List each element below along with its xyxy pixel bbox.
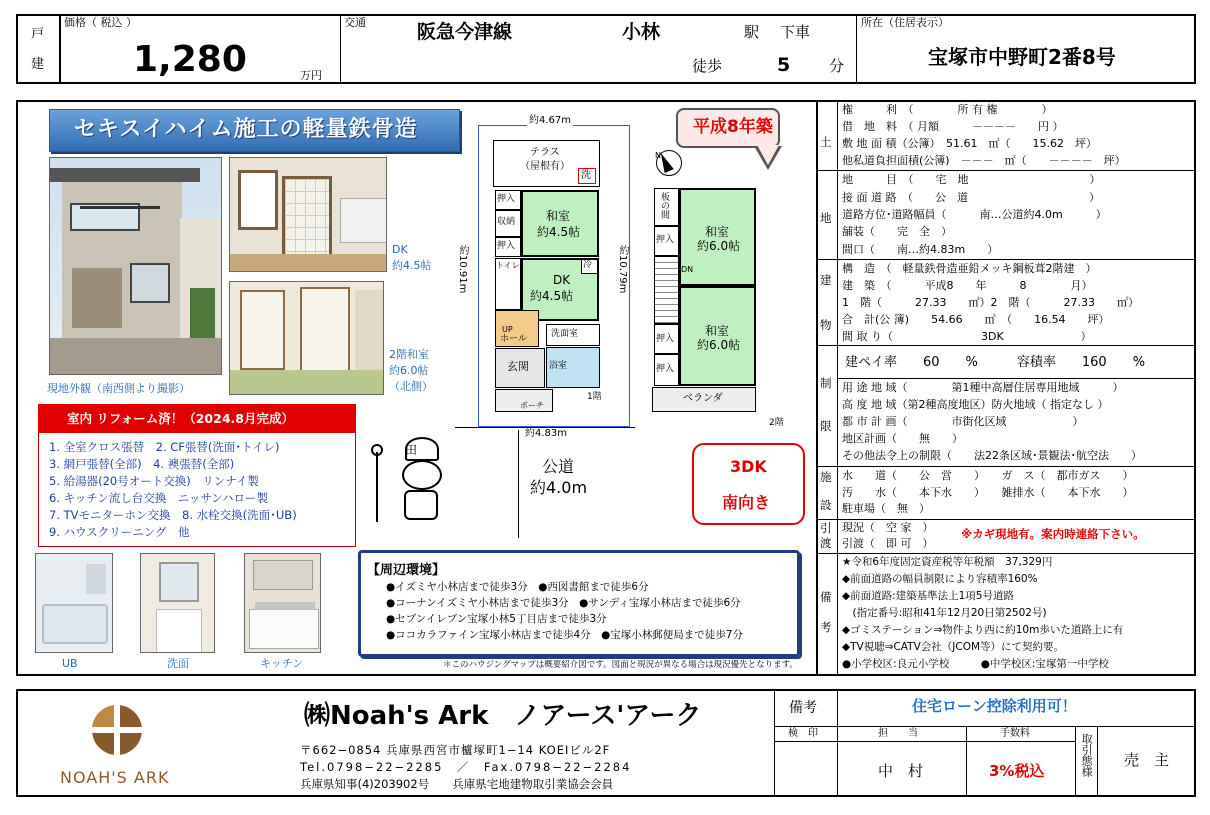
divider <box>817 466 1195 467</box>
oshiire-label: 押入 <box>497 241 516 251</box>
alight-label: 下車 <box>780 23 811 41</box>
handover-row: 現況（ 空 家 ） <box>842 521 934 534</box>
disclaimer-note: ＊このハウジングマップは概要紹介図です。図面と現況が異なる場合は現況優先となります。 <box>443 660 798 670</box>
trade-type: 売 主 <box>1124 751 1170 769</box>
trade-label: 取引態様 <box>1080 733 1094 777</box>
restriction-row: 高 度 地 域（第2種高度地区）防火地域（ 指定なし ） <box>842 398 1109 411</box>
restriction-row: 都 市 計 画（ 市街化区域 ） <box>842 415 1084 428</box>
built-badge-text: 平成8年築 <box>693 117 773 137</box>
land-row: 道路方位･道路幅員（ 南…公道約4.0m ） <box>842 208 1107 221</box>
oshiire-label: 押入 <box>656 334 675 344</box>
surroundings-line: ●イズミヤ小林店まで徒歩3分 ●西図書館まで徒歩6分 <box>386 581 649 593</box>
terrace-roof-label: （屋根有） <box>520 161 570 172</box>
layout-badge <box>692 443 805 525</box>
staff-name: 中 村 <box>878 762 924 780</box>
price-value: 1,280 <box>133 39 247 80</box>
facility-row: 汚 水（ 本下水 ） 雑排水（ 本下水 ） <box>842 486 1134 499</box>
floor2-label: 2階 <box>769 418 784 428</box>
price-unit: 万円 <box>300 69 322 82</box>
porch-label: ポーチ <box>520 401 544 410</box>
road-label: 公道 <box>542 457 575 476</box>
surroundings-line: ●コーナンイズミヤ小林店まで徒歩3分 ●サンディ宝塚小林店まで徒歩6分 <box>386 597 741 609</box>
divider <box>816 101 818 675</box>
minutes-label: 分 <box>829 57 845 75</box>
washitsu-size: 約6.0帖 <box>697 338 741 352</box>
room2-caption-side: （北側） <box>389 380 433 393</box>
reform-item: 9. ハウスクリーニング 他 <box>49 525 190 539</box>
company-logo-icon <box>92 705 142 755</box>
divider <box>1075 727 1076 796</box>
facility-row: 水 道（ 公 営 ） ガ ス（ 都市ガス ） <box>842 469 1134 482</box>
mascot-sign: 田 <box>405 443 418 457</box>
road-width: 約4.0m <box>530 478 588 497</box>
washitsu-label: 和室 <box>546 209 571 223</box>
stairs <box>654 256 679 324</box>
washitsu-size: 約4.5帖 <box>537 225 581 239</box>
location-label: 所在（住居表示） <box>861 16 949 29</box>
room2-caption-size: 約6.0帖 <box>389 364 429 377</box>
washroom-caption: 洗面 <box>167 657 189 670</box>
divider <box>59 15 61 84</box>
remarks-label-2: 考 <box>820 620 832 634</box>
walk-label: 徒歩 <box>692 57 723 75</box>
width-bottom: 約4.83m <box>525 428 568 439</box>
fridge-label: 冷 <box>583 260 593 270</box>
road-dim-line <box>518 430 519 538</box>
remarks-label-1: 備 <box>820 590 832 604</box>
restriction-row: 地区計画（ 無 ） <box>842 432 963 445</box>
up-label: UP <box>502 325 513 334</box>
reform-item: 1. 全室クロス張替 2. CF張替(洗面･トイレ) <box>49 440 280 454</box>
north-label: N <box>655 151 661 160</box>
land-row: 権 利 （ 所 有 権 ） <box>842 103 1053 116</box>
dk-size: 約4.5帖 <box>530 289 574 303</box>
transport-label: 交通 <box>344 16 366 29</box>
remarks-row: ◆前面道路の幅員制限により容積率160% <box>842 573 1038 585</box>
land-row: 地 目 （ 宅 地 ） <box>842 173 1101 186</box>
handover-row: 引渡（ 即 可 ） <box>842 537 934 550</box>
building-row: 建 築 （ 平成8 年 8 月） <box>842 279 1093 292</box>
divider <box>837 378 1195 379</box>
divider <box>966 727 967 796</box>
storage-label: 収納 <box>497 217 516 227</box>
land-row: 他私道負担面積(公簿) －－－ ㎡（ －－－－ 坪） <box>842 154 1126 167</box>
reform-item: 3. 網戸張替(全部) 4. 襖張替(全部) <box>49 457 235 471</box>
divider <box>817 345 1195 346</box>
dk-caption-size: 約4.5帖 <box>392 259 432 272</box>
station-suffix: 駅 <box>744 23 760 41</box>
divider <box>817 553 1195 554</box>
washitsu-size: 約6.0帖 <box>697 239 741 253</box>
floor1-label: 1階 <box>587 392 602 402</box>
company-address: 〒662−0854 兵庫県西宮市櫨塚町1−14 KOEIビル2F <box>300 743 611 757</box>
restriction-row: 用 途 地 域（ 第1種中高層住居専用地域 ） <box>842 381 1124 394</box>
land-row: 接 面 道 路 （ 公 道 ） <box>842 191 1100 204</box>
washroom-photo <box>140 553 215 653</box>
divider <box>817 519 1195 520</box>
washitsu-label: 和室 <box>705 324 730 338</box>
handover-label-2: 渡 <box>820 536 832 550</box>
facility-row: 駐車場（ 無 ） <box>842 502 930 515</box>
land-label-1: 土 <box>820 135 832 149</box>
bath-label: 浴室 <box>549 361 568 371</box>
type-top: 戸 <box>31 27 45 42</box>
oshiire-label: 押入 <box>656 235 675 245</box>
remarks-row: ★令和6年度固定資産税等年税額 37,329円 <box>842 556 1053 568</box>
divider <box>775 741 1075 742</box>
feature-banner-text: セキスイハイム施工の軽量鉄骨造 <box>74 117 418 142</box>
divider <box>817 259 1195 260</box>
ub-caption: UB <box>62 657 78 670</box>
dn-label: DN <box>681 265 694 274</box>
station-name: 小林 <box>622 21 661 43</box>
room2-caption: 2階和室 <box>389 348 429 361</box>
genkan-label: 玄関 <box>507 360 529 373</box>
logo-text: NOAH'S ARK <box>60 768 170 787</box>
building-row: 合 計(公 簿) 54.66 ㎡ （ 16.54 坪） <box>842 313 1110 326</box>
key-note: ※カギ現地有。案内時連絡下さい。 <box>961 527 1145 541</box>
building-row: 間 取 り（ 3DK ） <box>842 330 1092 343</box>
layout-badge-dir: 南向き <box>722 493 771 512</box>
depth-left: 約10.91m <box>457 245 468 294</box>
type-bottom: 建 <box>31 57 45 72</box>
reform-item: 7. TVモニターホン交換 8. 水栓交換(洗面･UB) <box>49 508 297 522</box>
bathroom-photo <box>35 553 113 653</box>
second-floor-room-photo <box>229 281 384 395</box>
land-row: 借 地 料 （ 月額 －－－－ 円 ） <box>842 120 1064 133</box>
built-badge-tail-fill <box>757 145 779 165</box>
coverage-ratio: 建ペイ率 60 % 容積率 160 % <box>845 355 1146 370</box>
width-top: 約4.67m <box>529 115 572 126</box>
divider <box>837 101 838 675</box>
exterior-photo <box>49 157 222 375</box>
reform-item: 6. キッチン流し台交換 ニッサンハロー製 <box>49 491 268 505</box>
facility-label-2: 設 <box>820 498 832 512</box>
hall-label: ホール <box>500 334 527 344</box>
divider <box>774 690 775 796</box>
oshiire-label: 押入 <box>497 194 516 204</box>
washitsu-1f <box>521 190 599 257</box>
terrace-label: テラス <box>530 147 560 158</box>
exterior-caption: 現地外観（南西側より撮影） <box>47 382 190 395</box>
wash-mark-label: 洗 <box>581 170 591 181</box>
divider <box>1097 727 1098 796</box>
divider <box>837 690 838 796</box>
inspect-label: 検 印 <box>788 728 818 739</box>
dk-label: DK <box>553 273 571 287</box>
dk-photo <box>229 157 387 272</box>
train-line: 阪急今津線 <box>417 21 513 43</box>
company-license: 兵庫県知事(4)203902号 兵庫県宅地建物取引業協会会員 <box>300 777 614 791</box>
remarks-row: ●小学校区:良元小学校 ●中学校区:宝塚第一中学校 <box>842 658 1109 670</box>
fee-label: 手数料 <box>1000 728 1030 739</box>
building-label-1: 建 <box>820 273 832 287</box>
company-tel: Tel.0798−22−2285 ／ Fax.0798−22−2284 <box>300 760 632 774</box>
company-name: ㈱Noah's Ark ノアース'アーク <box>304 701 702 731</box>
reform-title: 室内 リフォーム済！（2024.8月完成） <box>67 411 294 426</box>
handover-label-1: 引 <box>820 521 832 535</box>
washroom-label: 洗面室 <box>551 329 579 339</box>
surroundings-title: 【周辺環境】 <box>367 563 446 578</box>
building-label-2: 物 <box>820 318 832 332</box>
walk-minutes: 5 <box>777 54 791 76</box>
land-row: 間口（ 南…約4.83m ） <box>842 243 999 256</box>
loan-note: 住宅ローン控除利用可！ <box>912 697 1077 715</box>
surroundings-line: ●ココカラファイン宝塚小林店まで徒歩4分 ●宝塚小林郵便局まで徒歩7分 <box>386 629 743 641</box>
address: 宝塚市中野町2番8号 <box>928 45 1116 69</box>
mascot-icon <box>390 432 450 532</box>
building-row: 1 階（ 27.33 ㎡）2 階（ 27.33 ㎡） <box>842 296 1139 309</box>
fee-value: 3%税込 <box>989 762 1045 780</box>
restriction-row: その他法令上の制限（ 法22条区域･景観法･航空法 ） <box>842 449 1142 462</box>
veranda-label: ベランダ <box>683 393 723 404</box>
divider <box>775 726 1195 727</box>
divider <box>340 15 341 84</box>
washitsu-label: 和室 <box>705 225 730 239</box>
restriction-label-2: 限 <box>820 419 832 433</box>
price-label: 価格（ 税込 ） <box>64 16 137 29</box>
dk-caption: DK <box>392 243 408 256</box>
remarks-row: ◆ゴミステーション⇒物件より西に約10m歩いた道路上に有 <box>842 624 1124 636</box>
kitchen-photo <box>244 553 321 653</box>
restriction-label-1: 制 <box>820 376 832 390</box>
layout-badge-type: 3DK <box>730 457 767 476</box>
land-row: 敷 地 面 積（公簿） 51.61 ㎡（ 15.62 坪） <box>842 137 1097 150</box>
oshiire-label: 押入 <box>656 364 675 374</box>
toilet-label: トイレ <box>496 261 520 270</box>
remarks-row: (指定番号:昭和41年12月20日第2502号) <box>842 607 1047 619</box>
facility-label-1: 施 <box>820 470 832 484</box>
land-label-2: 地 <box>820 211 832 225</box>
kitchen-caption: キッチン <box>260 657 304 670</box>
divider <box>856 15 857 84</box>
reform-item: 5. 給湯器(20号オート交換) リンナイ製 <box>49 474 259 488</box>
divider <box>817 170 1195 171</box>
depth-right: 約10.79m <box>617 245 628 294</box>
remarks-row: ◆前面道路:建築基準法上1項5号道路 <box>842 590 1014 602</box>
staff-label: 担 当 <box>878 728 918 739</box>
biko-label: 備考 <box>789 700 817 716</box>
land-row: 舗装（ 完 全 ） <box>842 225 952 238</box>
surroundings-line: ●セブンイレブン宝塚小林5丁目店まで徒歩3分 <box>386 613 607 625</box>
building-row: 構 造 （ 軽量鉄骨造亜鉛メッキ鋼板葺2階建 ） <box>842 262 1097 275</box>
remarks-row: ◆TV視聴⇒CATV会社（JCOM等）にて契約要。 <box>842 641 1065 653</box>
board-label: 板の間 <box>659 192 669 219</box>
